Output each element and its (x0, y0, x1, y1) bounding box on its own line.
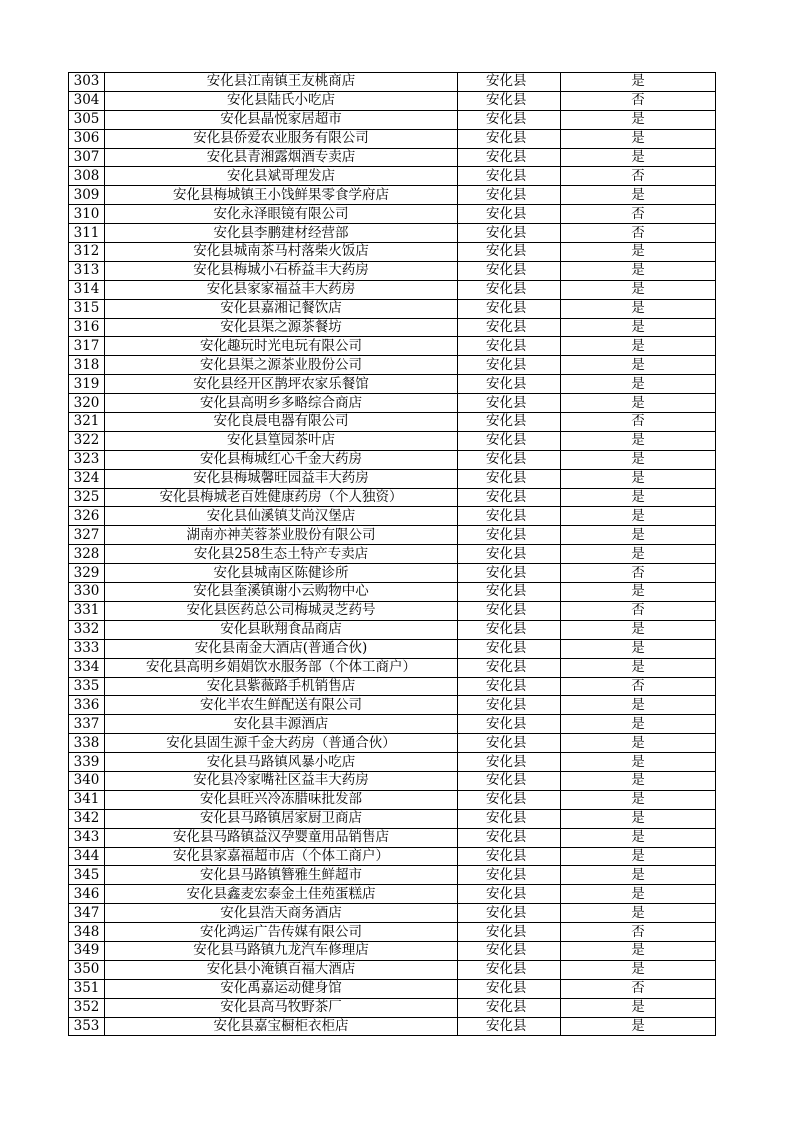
county-cell: 安化县 (458, 129, 561, 148)
county-cell: 安化县 (458, 337, 561, 356)
business-name-cell: 安化永泽眼镜有限公司 (105, 205, 458, 224)
row-number-cell: 316 (69, 318, 105, 337)
business-name-cell: 安化县马路镇益汉孕婴童用品销售店 (105, 828, 458, 847)
status-flag-cell: 是 (561, 790, 716, 809)
table-row (69, 923, 716, 942)
business-name-cell: 安化县冷家嘴社区益丰大药房 (105, 771, 458, 790)
county-cell: 安化县 (458, 564, 561, 583)
row-number-cell: 342 (69, 809, 105, 828)
county-cell: 安化县 (458, 696, 561, 715)
row-number-cell: 351 (69, 979, 105, 998)
row-number-cell: 318 (69, 356, 105, 375)
table-row (69, 734, 716, 753)
row-number-cell: 340 (69, 771, 105, 790)
row-number-cell: 330 (69, 583, 105, 602)
row-number-cell: 352 (69, 998, 105, 1017)
business-name-cell: 安化县城南茶马村落柴火饭店 (105, 243, 458, 262)
row-number-cell: 332 (69, 620, 105, 639)
county-cell: 安化县 (458, 998, 561, 1017)
row-number-cell: 310 (69, 205, 105, 224)
row-number-cell: 339 (69, 753, 105, 772)
county-cell: 安化县 (458, 507, 561, 526)
table-row (69, 696, 716, 715)
status-flag-cell: 是 (561, 715, 716, 734)
row-number-cell: 326 (69, 507, 105, 526)
row-number-cell: 306 (69, 129, 105, 148)
business-name-cell: 安化县嘉宝橱柜衣柜店 (105, 1017, 458, 1036)
business-name-cell: 安化县马路镇风暴小吃店 (105, 753, 458, 772)
table-row (69, 167, 716, 186)
table-row (69, 375, 716, 394)
table-row (69, 677, 716, 696)
business-list-table (68, 72, 716, 1036)
row-number-cell: 348 (69, 923, 105, 942)
county-cell: 安化县 (458, 677, 561, 696)
row-number-cell: 315 (69, 299, 105, 318)
county-cell: 安化县 (458, 885, 561, 904)
county-cell: 安化县 (458, 979, 561, 998)
status-flag-cell: 否 (561, 413, 716, 432)
table-row (69, 545, 716, 564)
county-cell: 安化县 (458, 658, 561, 677)
table-row (69, 885, 716, 904)
county-cell: 安化县 (458, 205, 561, 224)
row-number-cell: 349 (69, 941, 105, 960)
status-flag-cell: 是 (561, 375, 716, 394)
county-cell: 安化县 (458, 243, 561, 262)
status-flag-cell: 是 (561, 431, 716, 450)
table-row (69, 488, 716, 507)
table-row (69, 658, 716, 677)
business-name-cell: 安化县家嘉福超市店（个体工商户） (105, 847, 458, 866)
status-flag-cell: 否 (561, 167, 716, 186)
business-name-cell: 安化县梅城老百姓健康药房（个人独资） (105, 488, 458, 507)
business-name-cell: 安化县马路镇簪雅生鲜超市 (105, 866, 458, 885)
business-name-cell: 安化县高明乡多略综合商店 (105, 394, 458, 413)
business-name-cell: 安化县梅城镇王小饯鲜果零食学府店 (105, 186, 458, 205)
county-cell: 安化县 (458, 394, 561, 413)
county-cell: 安化县 (458, 923, 561, 942)
row-number-cell: 341 (69, 790, 105, 809)
county-cell: 安化县 (458, 828, 561, 847)
business-name-cell: 安化县侨爱农业服务有限公司 (105, 129, 458, 148)
business-name-cell: 安化县仙溪镇艾尚汉堡店 (105, 507, 458, 526)
table-row (69, 583, 716, 602)
business-name-cell: 安化县高明乡娟娟饮水服务部（个体工商户） (105, 658, 458, 677)
business-name-cell: 安化县梅城红心千金大药房 (105, 450, 458, 469)
row-number-cell: 328 (69, 545, 105, 564)
business-name-cell: 安化县丰源酒店 (105, 715, 458, 734)
county-cell: 安化县 (458, 431, 561, 450)
table-row (69, 205, 716, 224)
county-cell: 安化县 (458, 545, 561, 564)
table-row (69, 866, 716, 885)
status-flag-cell: 是 (561, 148, 716, 167)
row-number-cell: 308 (69, 167, 105, 186)
county-cell: 安化县 (458, 488, 561, 507)
business-name-cell: 安化县马路镇九龙汽车修理店 (105, 941, 458, 960)
status-flag-cell: 是 (561, 696, 716, 715)
row-number-cell: 343 (69, 828, 105, 847)
county-cell: 安化县 (458, 620, 561, 639)
row-number-cell: 313 (69, 261, 105, 280)
status-flag-cell: 否 (561, 91, 716, 110)
row-number-cell: 336 (69, 696, 105, 715)
row-number-cell: 329 (69, 564, 105, 583)
row-number-cell: 305 (69, 110, 105, 129)
table-row (69, 431, 716, 450)
table-row (69, 601, 716, 620)
business-name-cell: 安化县晶悦家居超市 (105, 110, 458, 129)
table-row (69, 1017, 716, 1036)
county-cell: 安化县 (458, 960, 561, 979)
status-flag-cell: 是 (561, 450, 716, 469)
status-flag-cell: 是 (561, 186, 716, 205)
status-flag-cell: 是 (561, 620, 716, 639)
status-flag-cell: 是 (561, 469, 716, 488)
county-cell: 安化县 (458, 73, 561, 92)
status-flag-cell: 是 (561, 998, 716, 1017)
county-cell: 安化县 (458, 583, 561, 602)
table-row (69, 469, 716, 488)
status-flag-cell: 是 (561, 771, 716, 790)
business-name-cell: 安化县医药总公司梅城灵芝药号 (105, 601, 458, 620)
county-cell: 安化县 (458, 866, 561, 885)
county-cell: 安化县 (458, 167, 561, 186)
status-flag-cell: 是 (561, 734, 716, 753)
status-flag-cell: 是 (561, 280, 716, 299)
business-name-cell: 安化良晨电器有限公司 (105, 413, 458, 432)
business-name-cell: 安化县梅城小石桥益丰大药房 (105, 261, 458, 280)
status-flag-cell: 是 (561, 299, 716, 318)
business-name-cell: 安化鸿运广告传媒有限公司 (105, 923, 458, 942)
status-flag-cell: 是 (561, 129, 716, 148)
business-name-cell: 安化县南金大酒店(普通合伙) (105, 639, 458, 658)
table-row (69, 299, 716, 318)
county-cell: 安化县 (458, 469, 561, 488)
county-cell: 安化县 (458, 734, 561, 753)
status-flag-cell: 是 (561, 356, 716, 375)
table-row (69, 979, 716, 998)
business-name-cell: 安化县高马牧野茶厂 (105, 998, 458, 1017)
status-flag-cell: 否 (561, 224, 716, 243)
status-flag-cell: 是 (561, 73, 716, 92)
business-name-cell: 安化县渠之源茶餐坊 (105, 318, 458, 337)
status-flag-cell: 是 (561, 507, 716, 526)
row-number-cell: 344 (69, 847, 105, 866)
status-flag-cell: 是 (561, 394, 716, 413)
status-flag-cell: 是 (561, 488, 716, 507)
business-name-cell: 安化县梅城馨旺园益丰大药房 (105, 469, 458, 488)
county-cell: 安化县 (458, 186, 561, 205)
table-row (69, 715, 716, 734)
row-number-cell: 334 (69, 658, 105, 677)
row-number-cell: 307 (69, 148, 105, 167)
row-number-cell: 311 (69, 224, 105, 243)
status-flag-cell: 是 (561, 337, 716, 356)
county-cell: 安化县 (458, 413, 561, 432)
county-cell: 安化县 (458, 261, 561, 280)
row-number-cell: 322 (69, 431, 105, 450)
business-name-cell: 安化半农生鲜配送有限公司 (105, 696, 458, 715)
table-row (69, 356, 716, 375)
row-number-cell: 304 (69, 91, 105, 110)
county-cell: 安化县 (458, 715, 561, 734)
status-flag-cell: 否 (561, 601, 716, 620)
county-cell: 安化县 (458, 639, 561, 658)
business-name-cell: 安化县马路镇居家厨卫商店 (105, 809, 458, 828)
status-flag-cell: 是 (561, 753, 716, 772)
row-number-cell: 347 (69, 904, 105, 923)
row-number-cell: 314 (69, 280, 105, 299)
row-number-cell: 323 (69, 450, 105, 469)
table-row (69, 224, 716, 243)
county-cell: 安化县 (458, 450, 561, 469)
business-name-cell: 安化县固生源千金大药房（普通合伙） (105, 734, 458, 753)
county-cell: 安化县 (458, 91, 561, 110)
status-flag-cell: 是 (561, 904, 716, 923)
row-number-cell: 319 (69, 375, 105, 394)
business-name-cell: 安化县小淹镇百福大酒店 (105, 960, 458, 979)
status-flag-cell: 是 (561, 960, 716, 979)
county-cell: 安化县 (458, 526, 561, 545)
county-cell: 安化县 (458, 110, 561, 129)
business-name-cell: 安化县江南镇王友桃商店 (105, 73, 458, 92)
county-cell: 安化县 (458, 375, 561, 394)
row-number-cell: 335 (69, 677, 105, 696)
status-flag-cell: 是 (561, 828, 716, 847)
status-flag-cell: 否 (561, 205, 716, 224)
status-flag-cell: 是 (561, 866, 716, 885)
table-row (69, 261, 716, 280)
county-cell: 安化县 (458, 904, 561, 923)
business-name-cell: 安化县渠之源茶业股份公司 (105, 356, 458, 375)
status-flag-cell: 是 (561, 545, 716, 564)
row-number-cell: 338 (69, 734, 105, 753)
county-cell: 安化县 (458, 299, 561, 318)
business-name-cell: 安化县家家福益丰大药房 (105, 280, 458, 299)
business-name-cell: 安化县青湘露烟酒专卖店 (105, 148, 458, 167)
table-row (69, 394, 716, 413)
county-cell: 安化县 (458, 847, 561, 866)
table-row (69, 564, 716, 583)
status-flag-cell: 否 (561, 677, 716, 696)
table-body (69, 73, 716, 1036)
table-row (69, 828, 716, 847)
row-number-cell: 303 (69, 73, 105, 92)
row-number-cell: 321 (69, 413, 105, 432)
row-number-cell: 350 (69, 960, 105, 979)
status-flag-cell: 否 (561, 564, 716, 583)
business-name-cell: 安化县耿翔食品商店 (105, 620, 458, 639)
table-row (69, 318, 716, 337)
row-number-cell: 325 (69, 488, 105, 507)
table-row (69, 809, 716, 828)
table-row (69, 280, 716, 299)
table-row (69, 790, 716, 809)
county-cell: 安化县 (458, 809, 561, 828)
table-row (69, 960, 716, 979)
table-row (69, 771, 716, 790)
county-cell: 安化县 (458, 280, 561, 299)
county-cell: 安化县 (458, 753, 561, 772)
business-name-cell: 安化县鑫麦宏泰金土佳苑蛋糕店 (105, 885, 458, 904)
status-flag-cell: 是 (561, 110, 716, 129)
business-name-cell: 安化县奎溪镇谢小云购物中心 (105, 583, 458, 602)
business-name-cell: 安化县紫薇路手机销售店 (105, 677, 458, 696)
status-flag-cell: 是 (561, 261, 716, 280)
status-flag-cell: 是 (561, 941, 716, 960)
table-row (69, 620, 716, 639)
row-number-cell: 346 (69, 885, 105, 904)
business-name-cell: 安化县嘉湘记餐饮店 (105, 299, 458, 318)
status-flag-cell: 是 (561, 639, 716, 658)
row-number-cell: 345 (69, 866, 105, 885)
status-flag-cell: 是 (561, 658, 716, 677)
status-flag-cell: 是 (561, 1017, 716, 1036)
row-number-cell: 337 (69, 715, 105, 734)
table-row (69, 507, 716, 526)
row-number-cell: 327 (69, 526, 105, 545)
row-number-cell: 312 (69, 243, 105, 262)
table-row (69, 998, 716, 1017)
county-cell: 安化县 (458, 318, 561, 337)
business-name-cell: 安化县李鹏建材经营部 (105, 224, 458, 243)
status-flag-cell: 是 (561, 847, 716, 866)
county-cell: 安化县 (458, 148, 561, 167)
county-cell: 安化县 (458, 601, 561, 620)
row-number-cell: 353 (69, 1017, 105, 1036)
row-number-cell: 324 (69, 469, 105, 488)
county-cell: 安化县 (458, 941, 561, 960)
table-row (69, 753, 716, 772)
county-cell: 安化县 (458, 790, 561, 809)
table-row (69, 243, 716, 262)
table-row (69, 337, 716, 356)
county-cell: 安化县 (458, 224, 561, 243)
business-name-cell: 安化县经开区鹊坪农家乐餐馆 (105, 375, 458, 394)
business-name-cell: 安化县陆氏小吃店 (105, 91, 458, 110)
status-flag-cell: 否 (561, 923, 716, 942)
business-name-cell: 安化县斌哥理发店 (105, 167, 458, 186)
table-row (69, 91, 716, 110)
status-flag-cell: 是 (561, 809, 716, 828)
row-number-cell: 309 (69, 186, 105, 205)
county-cell: 安化县 (458, 771, 561, 790)
business-name-cell: 安化县浩天商务酒店 (105, 904, 458, 923)
table-row (69, 639, 716, 658)
table-row (69, 73, 716, 92)
business-name-cell: 安化县篁园茶叶店 (105, 431, 458, 450)
status-flag-cell: 否 (561, 979, 716, 998)
table-row (69, 450, 716, 469)
status-flag-cell: 是 (561, 243, 716, 262)
table-row (69, 110, 716, 129)
table-row (69, 847, 716, 866)
row-number-cell: 333 (69, 639, 105, 658)
row-number-cell: 317 (69, 337, 105, 356)
status-flag-cell: 是 (561, 526, 716, 545)
business-name-cell: 安化禹嘉运动健身馆 (105, 979, 458, 998)
row-number-cell: 320 (69, 394, 105, 413)
table-row (69, 526, 716, 545)
county-cell: 安化县 (458, 1017, 561, 1036)
table-row (69, 129, 716, 148)
business-name-cell: 安化趣玩时光电玩有限公司 (105, 337, 458, 356)
business-name-cell: 安化县258生态土特产专卖店 (105, 545, 458, 564)
status-flag-cell: 是 (561, 583, 716, 602)
status-flag-cell: 是 (561, 885, 716, 904)
row-number-cell: 331 (69, 601, 105, 620)
table-row (69, 148, 716, 167)
status-flag-cell: 是 (561, 318, 716, 337)
table-row (69, 904, 716, 923)
business-name-cell: 安化县城南区陈健诊所 (105, 564, 458, 583)
table-row (69, 186, 716, 205)
county-cell: 安化县 (458, 356, 561, 375)
business-name-cell: 安化县旺兴冷冻腊味批发部 (105, 790, 458, 809)
table-row (69, 941, 716, 960)
table-row (69, 413, 716, 432)
business-name-cell: 湖南亦神芙蓉茶业股份有限公司 (105, 526, 458, 545)
